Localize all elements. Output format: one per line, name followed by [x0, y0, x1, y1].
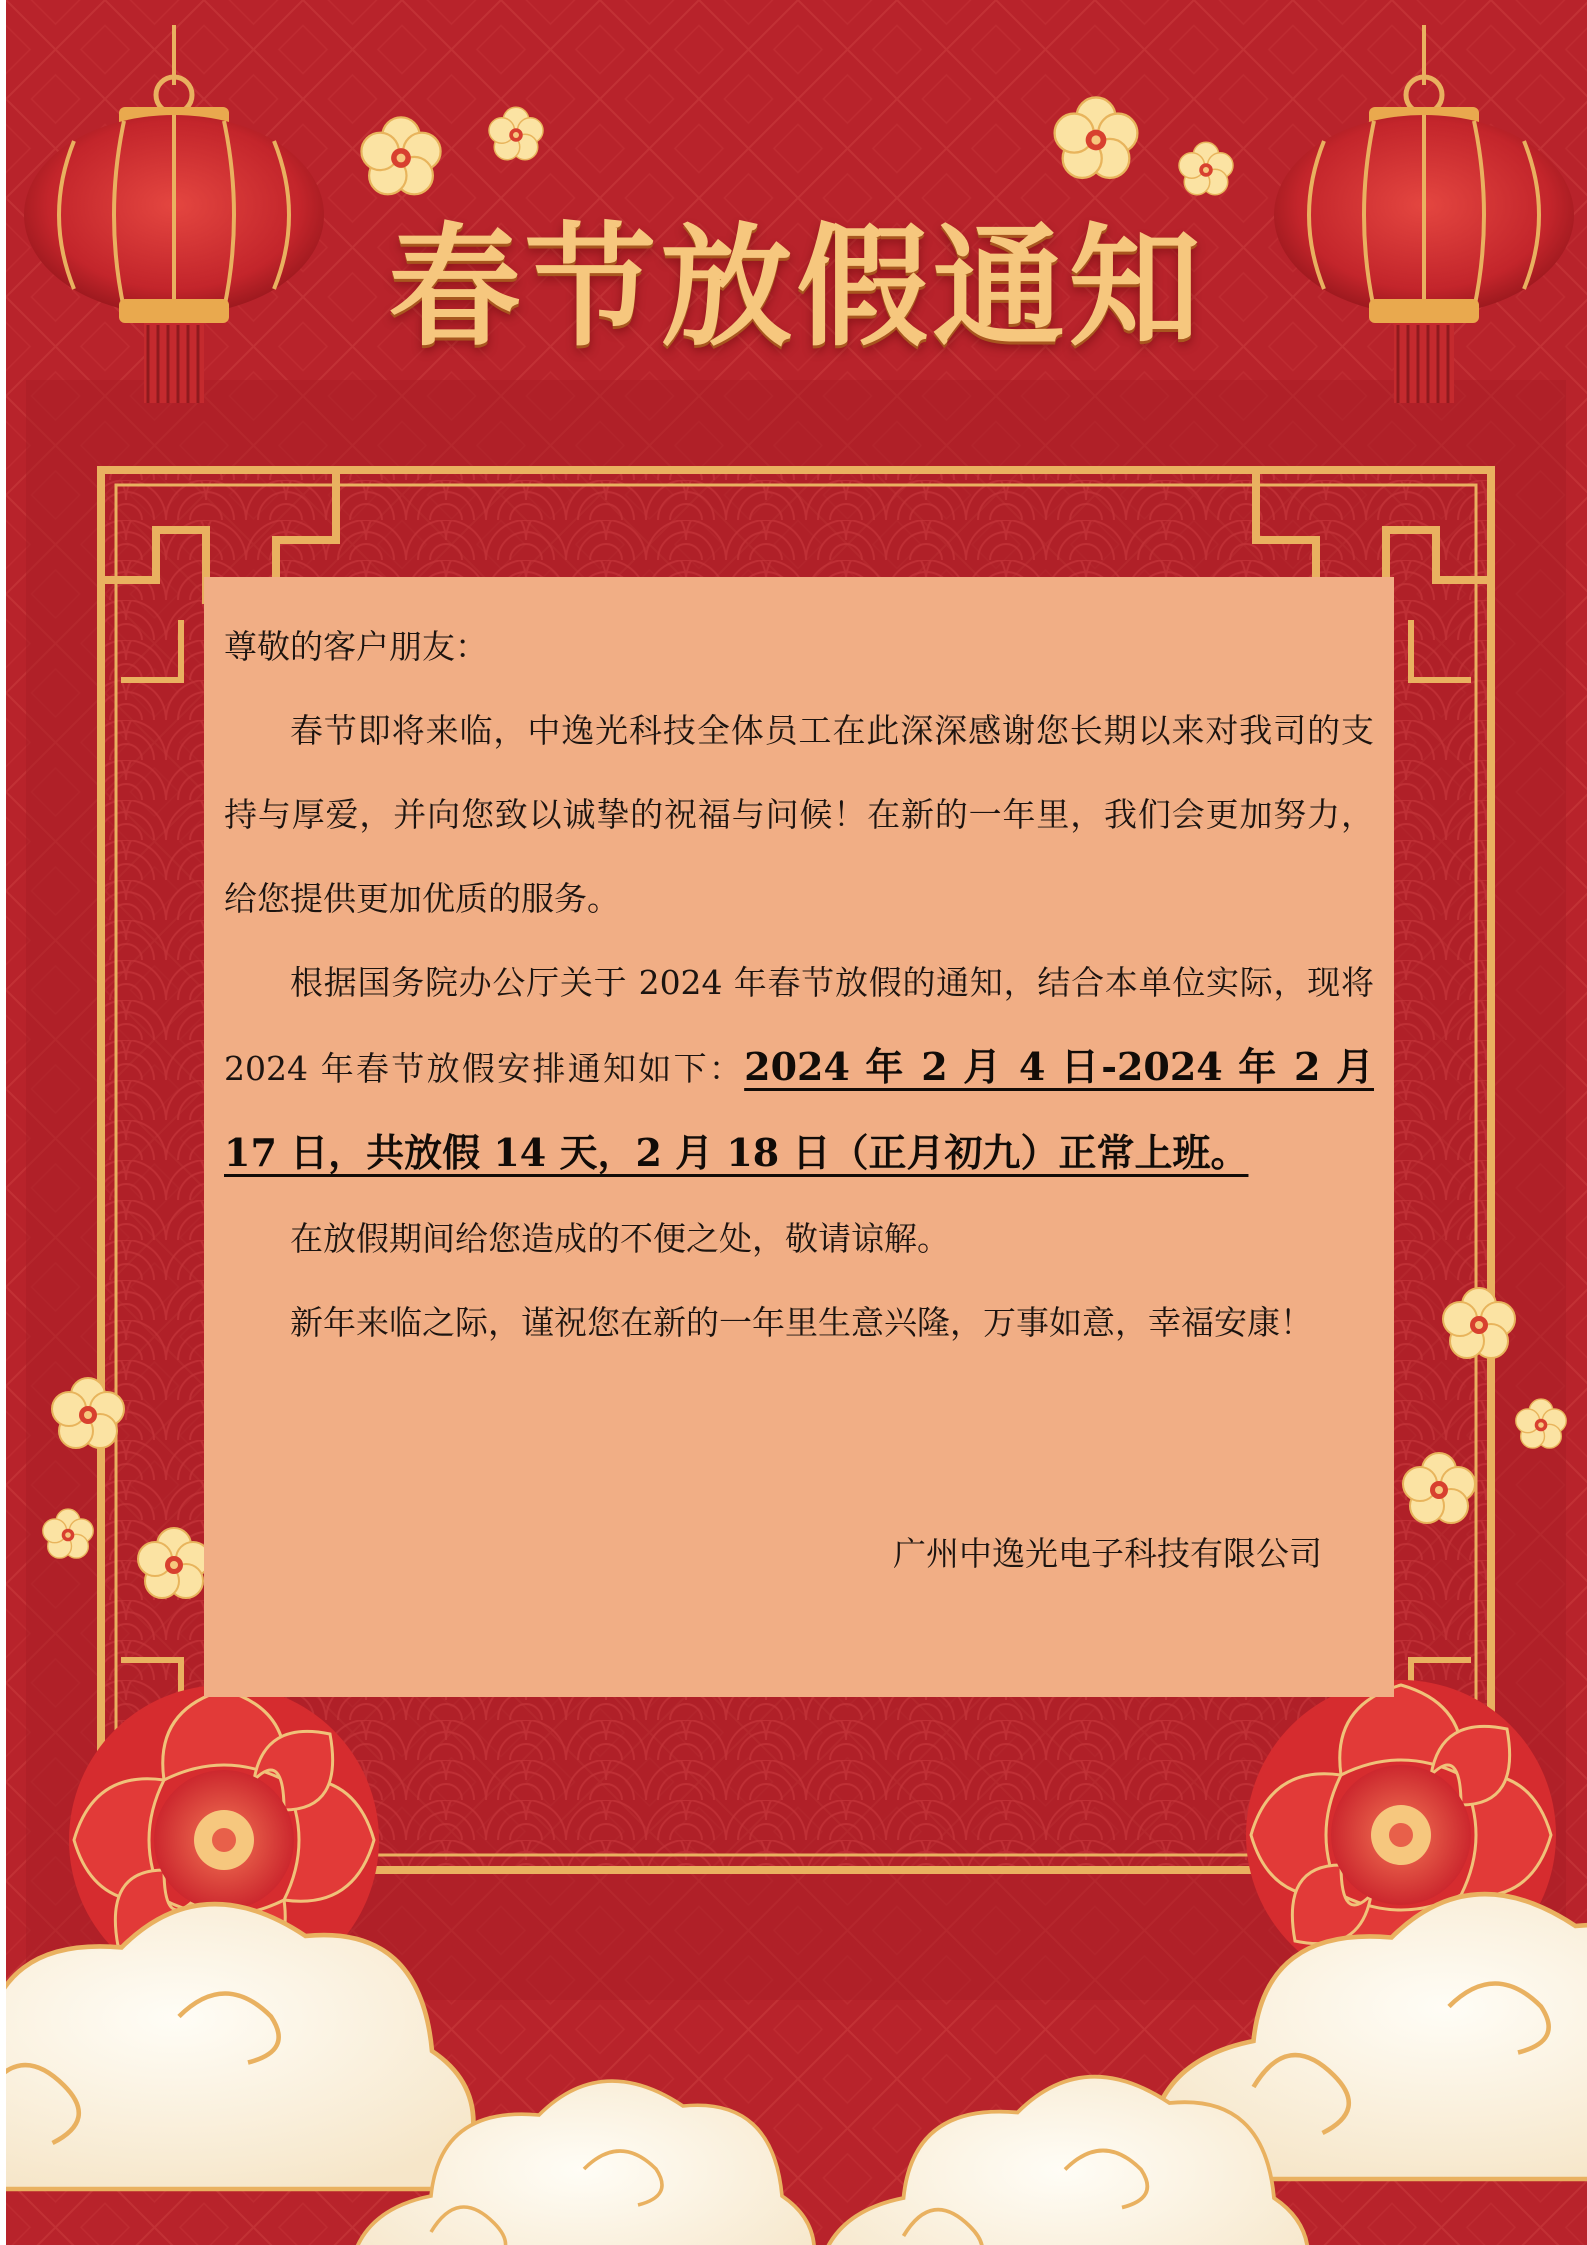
notice-title: 春节放假通知: [388, 210, 1205, 365]
paragraph-schedule: [224, 941, 1374, 1197]
letter-panel: [204, 577, 1394, 1697]
paragraph-wishes: 新年来临之际，谨祝您在新的一年里生意兴隆，万事如意，幸福安康！: [290, 1303, 1313, 1342]
company-signature: 广州中逸光电子科技有限公司: [893, 1534, 1322, 1573]
holiday-dates: 2024 年 2 月 4 日-2024 年 2 月 17 日，共放假 14 天，2 月 18 日（正月初九）正常上班。: [224, 1044, 1374, 1175]
paragraph-thanks: 春节即将来临，中逸光科技全体员工在此深深感谢您长期以来对我司的支持与厚爱，并向您致以诚挚的祝福与问候！在新的一年里，我们会更加努力，给您提供更加优质的服务。: [224, 711, 1374, 918]
holiday-notice-poster: [6, 0, 1587, 2245]
schedule-intro: 根据国务院办公厅关于 2024 年春节放假的通知，结合本单位实际，现将 2024 年春节放假安排通知如下：: [224, 963, 1374, 1088]
paragraph-apology: 在放假期间给您造成的不便之处，敬请谅解。: [290, 1219, 950, 1258]
greeting: 尊敬的客户朋友：: [224, 627, 488, 666]
